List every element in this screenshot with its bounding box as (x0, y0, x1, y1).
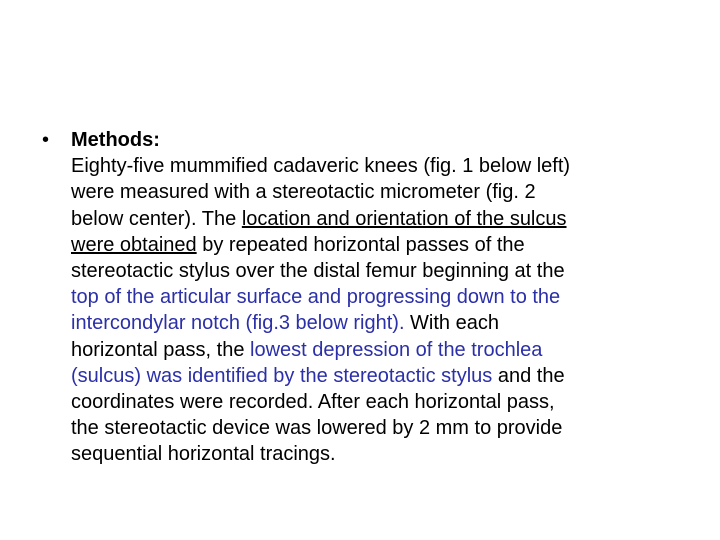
highlighted-text-run: (sulcus) was identified by the stereotactic stylus (71, 364, 493, 387)
text-run: horizontal pass, the (71, 338, 250, 361)
text-run: below center). The (71, 207, 242, 230)
text-run: and the (492, 364, 565, 387)
bullet-marker: • (42, 129, 50, 151)
text-line (71, 179, 676, 205)
text-run: by repeated horizontal passes of the (196, 233, 525, 256)
underlined-text-run: were obtained (71, 233, 197, 256)
text-line (71, 363, 676, 389)
text-run: sequential horizontal tracings. (71, 443, 336, 466)
methods-body (71, 153, 676, 467)
methods-bullet-block (42, 127, 682, 468)
highlighted-text-run: top of the articular surface and progressing down to the (71, 286, 561, 309)
text-run: the stereotactic device was lowered by 2 mm to provide (71, 417, 563, 440)
text-line (71, 284, 676, 310)
underlined-text-run: location and orientation of the sulcus (241, 207, 567, 230)
text-line (71, 206, 676, 232)
text-run: were measured with a stereotactic micrometer (fig. 2 (71, 181, 536, 204)
text-run: Eighty-five mummified cadaveric knees (fig. 1 below left) (71, 155, 571, 178)
highlighted-text-run: lowest depression of the trochlea (250, 338, 543, 361)
text-line (71, 441, 676, 467)
text-line (71, 337, 676, 363)
text-line (71, 415, 676, 441)
text-run: coordinates were recorded. After each horizontal pass, (71, 391, 555, 414)
highlighted-text-run: intercondylar notch (fig.3 below right). (71, 312, 405, 335)
text-line (71, 310, 676, 336)
text-run: stereotactic stylus over the distal femur beginning at the (71, 260, 565, 283)
methods-heading: Methods: (71, 129, 160, 151)
text-line (71, 258, 676, 284)
text-run: With each (404, 312, 499, 335)
text-line (71, 389, 676, 415)
text-line (71, 232, 676, 258)
text-line (71, 153, 676, 179)
